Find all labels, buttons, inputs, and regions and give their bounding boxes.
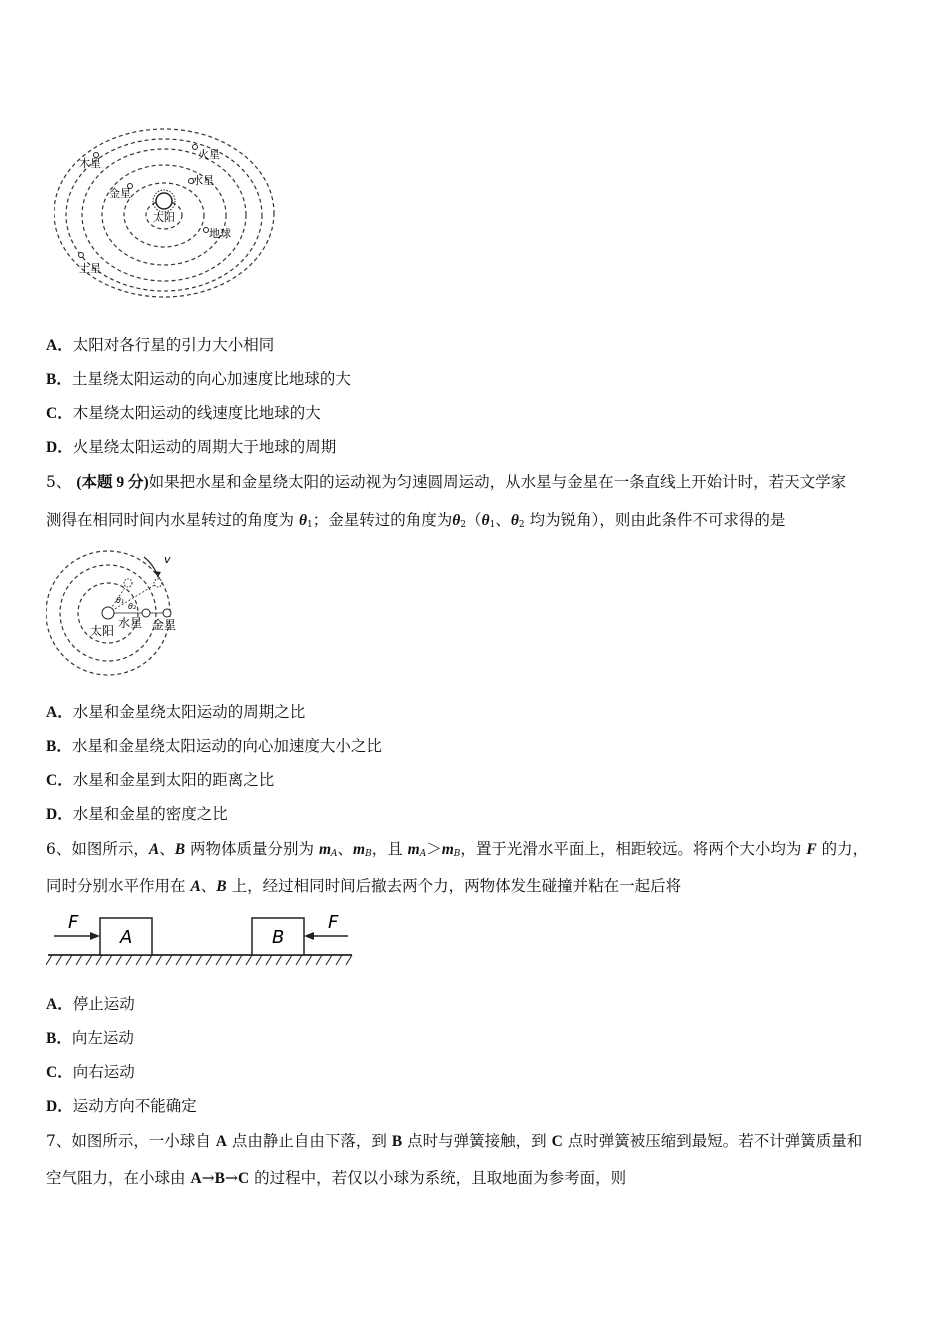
q7-stem-line1: 7、如图所示，一小球自 A 点由静止自由下落，到 B 点时与弹簧接触，到 C 点时弹簧被压缩到最短。若不计弹簧质量和 <box>46 1132 863 1150</box>
q5-stem-line1: 5、 (本题 9 分)如果把水星和金星绕太阳的运动视为匀速圆周运动，从水星与金星在一条直线上开始计时，若天文学家 <box>46 473 847 491</box>
q6-option-d[interactable]: D．运动方向不能确定 <box>46 1097 197 1115</box>
q6-option-c[interactable]: C．向右运动 <box>46 1063 135 1081</box>
q4-option-c[interactable]: C．木星绕太阳运动的线速度比地球的大 <box>46 404 321 422</box>
q5-option-d[interactable]: D．水星和金星的密度之比 <box>46 805 228 823</box>
q6-option-a[interactable]: A．停止运动 <box>46 995 135 1013</box>
label-saturn: 土星 <box>79 262 101 275</box>
block-a-label: A <box>120 927 133 948</box>
q6-stem-line1: 6、如图所示，A、B 两物体质量分别为 $m_A$、$m_B$，且 $m_A>m_B$，置于光滑水平面上，相距较远。将两个大小均为 F 的力， <box>46 840 869 859</box>
q4-option-b[interactable]: B．土星绕太阳运动的向心加速度比地球的大 <box>46 370 351 388</box>
velocity-label: v <box>164 553 171 566</box>
block-b-label: B <box>272 927 285 948</box>
q5-option-a[interactable]: A．水星和金星绕太阳运动的周期之比 <box>46 703 306 721</box>
theta2-label: θ₂ <box>128 602 137 611</box>
q6-option-b[interactable]: B．向左运动 <box>46 1029 134 1047</box>
q7-stem-line2: 空气阻力，在小球由 A→B→C 的过程中，若仅以小球为系统，且取地面为参考面，则 <box>46 1169 627 1187</box>
solar-system-figure <box>54 125 279 300</box>
q5-option-b[interactable]: B．水星和金星绕太阳运动的向心加速度大小之比 <box>46 737 382 755</box>
label-jupiter: 木星 <box>79 157 101 170</box>
mercury-venus-figure <box>46 545 186 677</box>
q4-option-d[interactable]: D．火星绕太阳运动的周期大于地球的周期 <box>46 438 337 456</box>
blocks-figure <box>46 908 356 970</box>
q5-option-c[interactable]: C．水星和金星到太阳的距离之比 <box>46 771 275 789</box>
label-venus: 金星 <box>152 618 177 632</box>
force-right-label: F <box>328 912 339 933</box>
theta1-label: θ₁ <box>116 596 125 605</box>
label-venus: 金星 <box>109 187 131 200</box>
q4-option-a[interactable]: A．太阳对各行星的引力大小相同 <box>46 336 275 354</box>
q6-stem-line2: 同时分别水平作用在 A、B 上，经过相同时间后撤去两个力，两物体发生碰撞并粘在一起后将 <box>46 877 682 895</box>
q5-stem-line2: 测得在相同时间内水星转过的角度为 $\theta_1$；金星转过的角度为$\theta_2(\theta_1$、$\theta_2$ 均为锐角），则由此条件不可求得的是 <box>46 511 786 530</box>
label-mercury: 水星 <box>192 174 214 187</box>
label-mars: 火星 <box>198 148 220 161</box>
label-mercury: 水星 <box>118 616 143 630</box>
label-earth: 地球 <box>209 227 231 240</box>
label-sun: 太阳 <box>153 211 175 224</box>
label-sun: 太阳 <box>90 624 115 638</box>
sun-symbol <box>153 190 175 212</box>
force-left-label: F <box>68 912 79 933</box>
